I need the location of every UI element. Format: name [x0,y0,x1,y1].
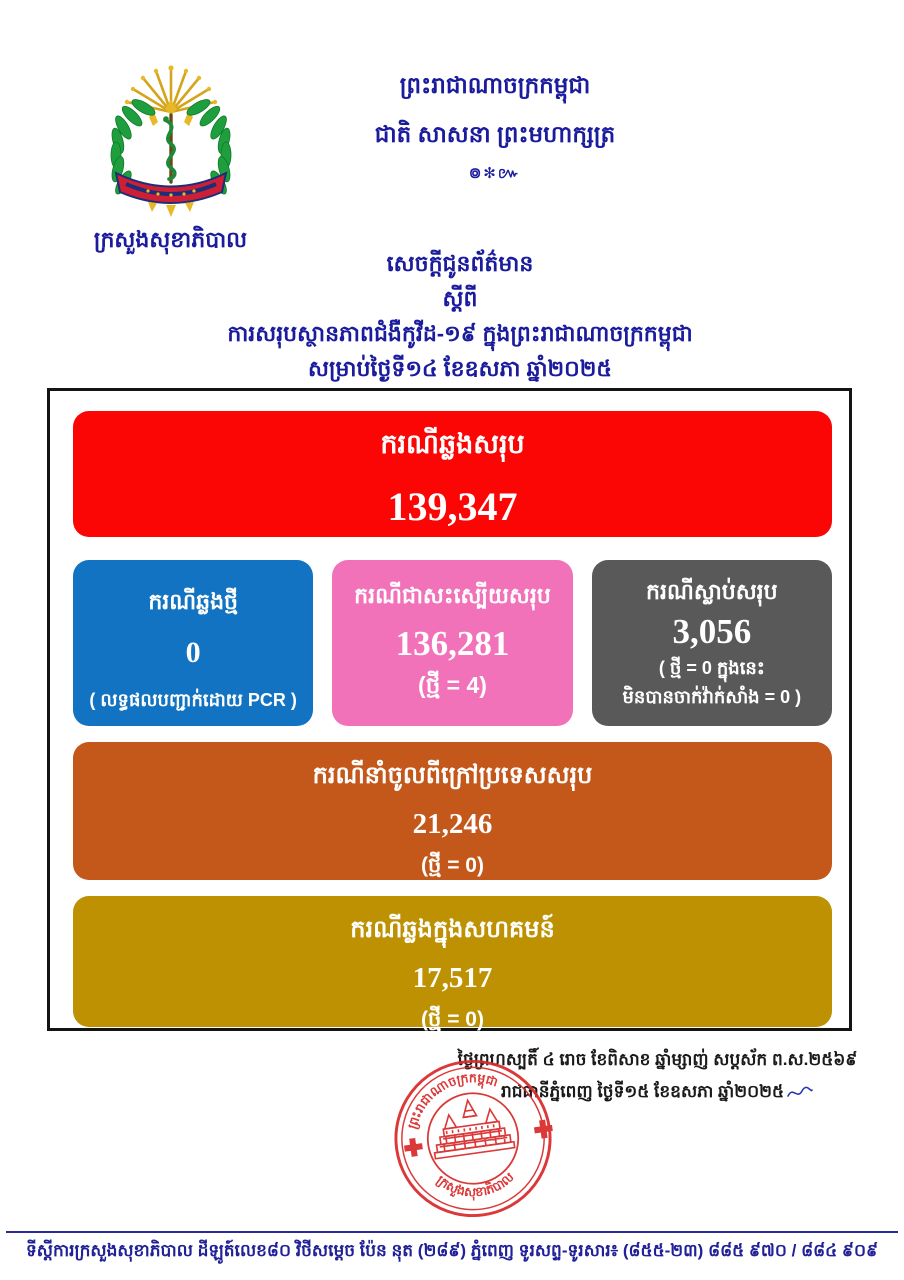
new-cases-note: ( លទ្ធផលបញ្ជាក់ដោយ PCR ) [89,690,297,710]
recovered-card [332,560,572,726]
kingdom-motto: ជាតិ សាសនា ព្រះមហាក្សត្រ [374,121,616,147]
covid-summary-panel [47,388,852,1031]
ministry-name: ក្រសួងសុខាភិបាល [93,227,248,252]
deaths-note-line2: មិនបានចាក់វ៉ាក់សាំង = 0 ) [622,687,802,707]
deaths-note-line1: ( ថ្មី = 0 ក្នុងនេះ [658,658,765,678]
community-note: (ថ្មី = 0) [421,1008,484,1031]
footer-divider [6,1231,898,1233]
deaths-card [592,560,832,726]
title-line-4: សម្រាប់ថ្ងៃទី១៤ ខែឧសភា ឆ្នាំ២០២៥ [308,356,612,381]
recovered-label: ករណីជាសះស្បើយសរុប [354,583,551,608]
imported-value: 21,246 [412,808,493,840]
footer-contact: ទីស្តីការក្រសួងសុខាភិបាល ដីឡូត៍លេខ៨០ វិថីសម្តេច ប៉ែន នុត (២៨៩) ភ្នំពេញ ទូរសព្ទ-ទូរសារ៖ (៨៥៥-២៣) ៨៨៥ ៩៧០ / ៨៨៤ ៩០៩ [25,1241,879,1260]
imported-cases-card [73,742,832,880]
ministry-stamp-icon [373,1045,574,1231]
deaths-label: ករណីស្លាប់សរុប [646,579,778,604]
title-line-3: ការសរុបស្ថានភាពជំងឺកូវីដ-១៩ ក្នុងព្រះរាជាណាចក្រកម្ពុជា [227,321,693,346]
new-cases-card [73,560,313,726]
recovered-value: 136,281 [395,624,510,663]
kingdom-title: ព្រះរាជាណាចក្រកម្ពុជា [399,72,591,98]
stamp-top-text: ព្រះរាជាណាចក្រកម្ពុជា [405,1071,500,1131]
stamp-bottom-text: ក្រសួងសុខាភិបាល [433,1169,517,1200]
title-line-1: សេចក្តីជូនព័ត៌មាន [386,251,534,276]
deaths-value: 3,056 [672,612,752,651]
community-label: ករណីឆ្លងក្នុងសហគមន៍ [350,916,555,943]
ornament-divider: ៙✻៚ [468,165,522,182]
total-cases-label: ករណីឆ្លងសរុប [380,429,525,459]
imported-note: (ថ្មី = 0) [421,854,484,877]
dateline-lunar: ថ្ងៃព្រហស្បតិ៍ ៤ រោច ខែពិសាខ ឆ្នាំម្សាញ់ សប្តស័ក ព.ស.២៥៦៩ [457,1050,858,1069]
ministry-of-health-logo-icon [96,60,246,222]
signature-flourish-icon [786,1084,814,1102]
community-value: 17,517 [412,962,493,994]
kingdom-header [295,72,695,186]
logo-block [58,60,283,258]
total-cases-value: 139,347 [387,484,518,529]
total-cases-card [73,411,832,537]
recovered-note: (ថ្មី = 4) [418,672,487,698]
dateline-gregorian: រាជធានីភ្នំពេញ ថ្ងៃទី១៥ ខែឧសភា ឆ្នាំ២០២៥ [425,1076,890,1108]
community-cases-card [73,896,832,1031]
stats-row [73,560,832,726]
new-cases-label: ករណីឆ្លងថ្មី [148,589,239,614]
title-line-2: ស្តីពី [442,286,478,311]
new-cases-value: 0 [185,636,201,669]
document-title [0,246,904,386]
imported-label: ករណីនាំចូលពីក្រៅប្រទេសសរុប [312,762,593,789]
